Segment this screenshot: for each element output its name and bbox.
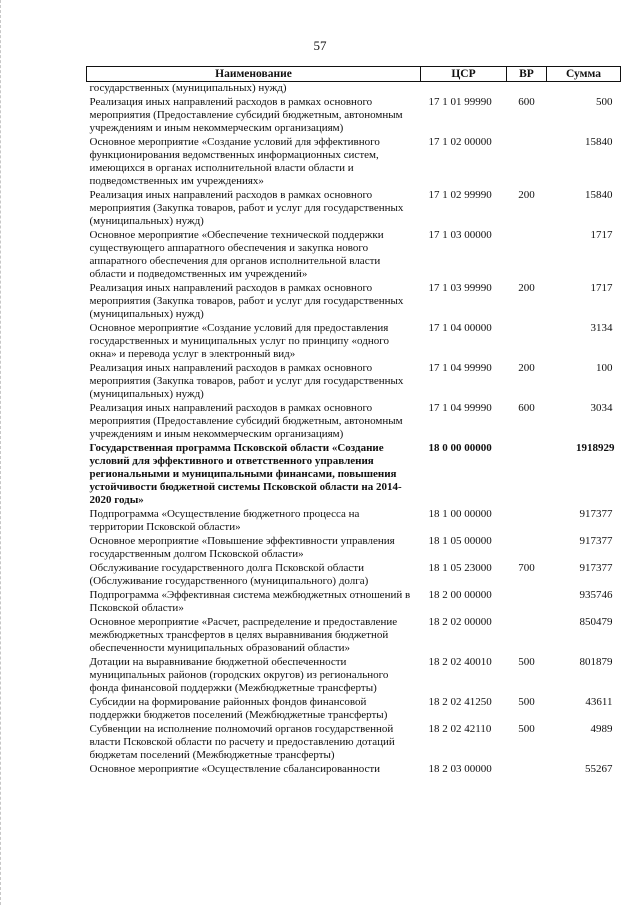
row-csr-cell: 17 1 02 99990 [428, 189, 492, 201]
row-name-cell: Реализация иных направлений расходов в рамках основного мероприятия (Закупка товаров, работ и услуг для государственных (муниципальных) нужд) [89, 362, 404, 400]
row-sum-cell: 801879 [579, 656, 613, 668]
row-vr-cell [507, 229, 547, 282]
row-csr-cell: 17 1 04 99990 [428, 362, 492, 374]
row-vr-cell [507, 616, 547, 656]
row-vr-cell [507, 442, 547, 508]
row-csr-cell: 18 0 00 00000 [428, 442, 492, 454]
row-sum-cell: 1918929 [576, 442, 615, 454]
row-vr-cell [507, 763, 547, 777]
table-row [87, 189, 621, 229]
row-name-cell: Обслуживание государственного долга Псковской области (Обслуживание государственного (муниципального) долга) [89, 562, 369, 587]
table-row [87, 656, 621, 696]
table-body [87, 82, 621, 778]
table-row [87, 402, 621, 442]
page-number: 57 [313, 38, 327, 53]
row-csr-cell: 17 1 02 00000 [428, 136, 492, 148]
table-row [87, 589, 621, 616]
row-name-cell: Основное мероприятие «Создание условий для предоставления государственных и муниципальных услуг по принципу «одного окна» и перевода услуг в электронный вид» [89, 322, 389, 360]
row-name-cell: Субвенции на исполнение полномочий органов государственной власти Псковской области по расчету и предоставлению дотаций бюджетам поселений (Межбюджетные трансферты) [89, 723, 395, 761]
row-sum-cell: 917377 [579, 508, 613, 520]
row-name-cell: Основное мероприятие «Создание условий для эффективного функционирования ведомственных информационных систем, имеющихся в органах исполнительной власти области и подведомственных им учреждениях» [89, 136, 380, 187]
row-name-cell: Реализация иных направлений расходов в рамках основного мероприятия (Предоставление субсидий бюджетным, автономным учреждениям и иным некоммерческим организациям) [89, 402, 403, 440]
row-vr-cell: 500 [518, 723, 535, 735]
row-sum-cell: 500 [596, 96, 613, 108]
row-csr-cell: 17 1 04 99990 [428, 402, 492, 414]
row-csr-cell: 18 1 00 00000 [428, 508, 492, 520]
row-sum-cell: 850479 [579, 616, 613, 628]
row-csr-cell: 18 2 02 41250 [428, 696, 492, 708]
row-sum-cell: 15840 [585, 189, 613, 201]
table-row [87, 82, 621, 97]
table-row [87, 136, 621, 189]
header-name: Наименование [87, 67, 421, 82]
row-csr-cell: 18 1 05 23000 [428, 562, 492, 574]
row-vr-cell [507, 82, 547, 97]
table-row [87, 562, 621, 589]
row-name-cell: Реализация иных направлений расходов в рамках основного мероприятия (Предоставление субсидий бюджетным, автономным учреждениям и иным некоммерческим организациям) [89, 96, 403, 134]
table-row [87, 763, 621, 777]
row-vr-cell: 200 [518, 189, 535, 201]
row-sum-cell: 4989 [590, 723, 613, 735]
table-row [87, 322, 621, 362]
row-sum-cell: 3034 [590, 402, 613, 414]
row-csr-cell: 18 2 02 42110 [428, 723, 492, 735]
row-sum-cell: 43611 [585, 696, 613, 708]
table-row [87, 508, 621, 535]
table-row [87, 442, 621, 508]
table-header-row [87, 67, 621, 82]
table-row [87, 96, 621, 136]
row-csr-cell: 18 1 05 00000 [428, 535, 492, 547]
row-sum-cell: 55267 [585, 763, 613, 775]
row-sum-cell: 15840 [585, 136, 613, 148]
row-vr-cell: 700 [518, 562, 535, 574]
row-name-cell: Основное мероприятие «Обеспечение технической поддержки существующего аппаратного обеспечения и закупка нового аппаратного обеспечения для органов исполнительной власти области и подведомственных им учреждений» [89, 229, 384, 280]
table-row [87, 535, 621, 562]
header-csr: ЦСР [421, 67, 507, 82]
row-csr-cell: 17 1 03 99990 [428, 282, 492, 294]
row-vr-cell [507, 508, 547, 535]
row-csr-cell: 17 1 03 00000 [428, 229, 492, 241]
row-name-cell: Субсидии на формирование районных фондов финансовой поддержки бюджетов поселений (Межбюджетные трансферты) [89, 696, 388, 721]
row-name-cell: Подпрограмма «Эффективная система межбюджетных отношений в Псковской области» [89, 589, 411, 614]
row-vr-cell [507, 322, 547, 362]
budget-table [86, 66, 621, 777]
row-name-cell: Реализация иных направлений расходов в рамках основного мероприятия (Закупка товаров, работ и услуг для государственных (муниципальных) нужд) [89, 282, 404, 320]
row-sum-cell: 917377 [579, 562, 613, 574]
row-csr-cell: 17 1 04 00000 [428, 322, 492, 334]
row-name-cell: Подпрограмма «Осуществление бюджетного процесса на территории Псковской области» [89, 508, 360, 533]
row-sum-cell: 1717 [590, 229, 613, 241]
row-sum-cell: 1717 [590, 282, 613, 294]
row-vr-cell: 500 [518, 656, 535, 668]
header-sum: Сумма [547, 67, 621, 82]
row-sum-cell: 3134 [590, 322, 613, 334]
scan-edge [0, 0, 4, 905]
row-csr-cell: 18 2 00 00000 [428, 589, 492, 601]
row-sum-cell: 100 [596, 362, 613, 374]
table-row [87, 723, 621, 763]
table-row [87, 362, 621, 402]
row-name-cell: государственных (муниципальных) нужд) [89, 82, 287, 94]
row-name-cell: Основное мероприятие «Повышение эффективности управления государственным долгом Псковской области» [89, 535, 395, 560]
table-row [87, 696, 621, 723]
budget-table-container [86, 66, 620, 777]
row-csr-cell: 17 1 01 99990 [428, 96, 492, 108]
row-name-cell: Государственная программа Псковской области «Создание условий для эффективного и ответственного управления региональными и муниципальными финансами, повышения устойчивости бюджетной системы Псковской области на 2014-2020 годы» [89, 442, 402, 506]
header-vr: ВР [507, 67, 547, 82]
row-sum-cell: 917377 [579, 535, 613, 547]
row-vr-cell: 200 [518, 282, 535, 294]
row-csr-cell: 18 2 03 00000 [428, 763, 492, 775]
row-csr-cell [421, 82, 507, 97]
row-name-cell: Дотации на выравнивание бюджетной обеспеченности муниципальных районов (городских округов) из регионального фонда финансовой поддержки (Межбюджетные трансферты) [89, 656, 389, 694]
row-csr-cell: 18 2 02 00000 [428, 616, 492, 628]
row-vr-cell: 500 [518, 696, 535, 708]
row-vr-cell: 200 [518, 362, 535, 374]
table-row [87, 616, 621, 656]
row-name-cell: Основное мероприятие «Расчет, распределение и предоставление межбюджетных трансфертов в целях выравнивания бюджетной обеспеченности муниципальных образований области» [89, 616, 398, 654]
table-row [87, 282, 621, 322]
row-vr-cell: 600 [518, 402, 535, 414]
row-vr-cell: 600 [518, 96, 535, 108]
row-sum-cell [547, 82, 621, 97]
row-sum-cell: 935746 [579, 589, 613, 601]
row-csr-cell: 18 2 02 40010 [428, 656, 492, 668]
row-vr-cell [507, 535, 547, 562]
table-row [87, 229, 621, 282]
row-vr-cell [507, 589, 547, 616]
row-vr-cell [507, 136, 547, 189]
row-name-cell: Реализация иных направлений расходов в рамках основного мероприятия (Закупка товаров, работ и услуг для государственных (муниципальных) нужд) [89, 189, 404, 227]
row-name-cell: Основное мероприятие «Осуществление сбалансированности [89, 763, 381, 775]
